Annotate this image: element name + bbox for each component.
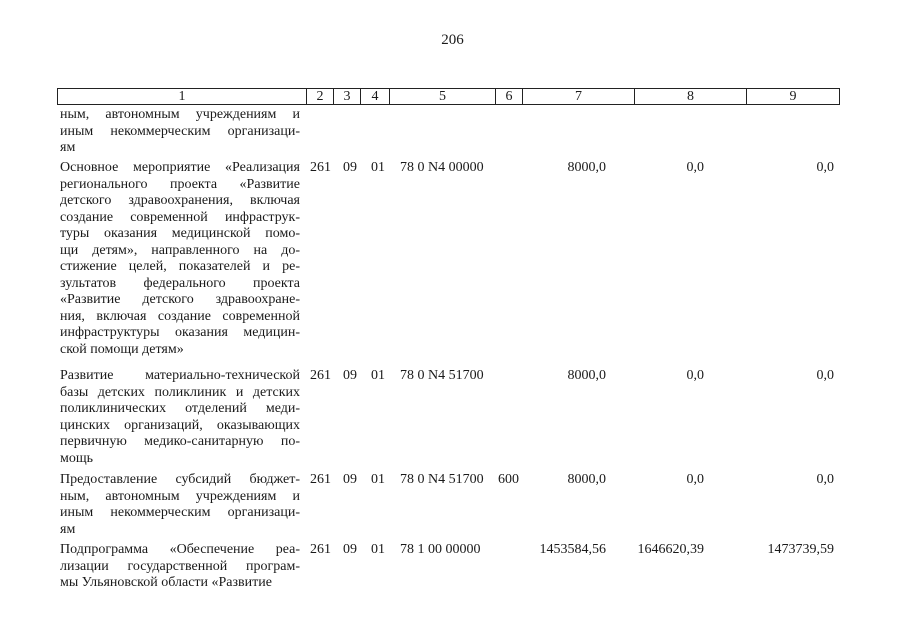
header-col-7: 7 (523, 89, 635, 104)
amount-col7-cell: 1453584,56 (539, 542, 606, 557)
description-line: зультатов федерального проекта (60, 275, 300, 291)
amount-col8-cell: 0,0 (686, 160, 704, 175)
description-line: Развитие материально-технической (60, 368, 300, 383)
description-line: иным некоммерческим организаци- (60, 505, 300, 520)
row-description (60, 107, 300, 157)
row-description (60, 160, 300, 358)
description-line: ным, автономным учреждениям и (60, 488, 300, 504)
header-col-1: 1 (58, 89, 307, 104)
table-header (57, 88, 840, 105)
row-description (60, 472, 300, 538)
description-line: Основное мероприятие «Реализация (60, 160, 300, 175)
description-line: Подпрограмма «Обеспечение реа- (60, 542, 300, 557)
description-line: щи детям», направленного на до- (60, 242, 300, 258)
target-article-cell: 78 0 N4 51700 (400, 472, 484, 487)
description-line: туры оказания медицинской помо- (60, 226, 300, 241)
header-col-2: 2 (307, 89, 334, 104)
description-line: создание современной инфраструк- (60, 209, 300, 225)
grbs-cell: 261 (310, 472, 331, 487)
page-number: 206 (441, 32, 464, 48)
description-line: детского здравоохранения, включая (60, 193, 300, 208)
description-line: поликлинических отделений меди- (60, 401, 300, 416)
amount-col7-cell: 8000,0 (567, 160, 606, 175)
amount-col7-cell: 8000,0 (567, 472, 606, 487)
amount-col8-cell: 1646620,39 (637, 542, 704, 557)
description-line: ям (60, 140, 76, 155)
header-col-5: 5 (390, 89, 496, 104)
subsection-cell: 01 (371, 472, 385, 487)
target-article-cell: 78 0 N4 51700 (400, 368, 484, 383)
description-line: мы Ульяновской области «Развитие (60, 575, 272, 590)
grbs-cell: 261 (310, 368, 331, 383)
header-col-3: 3 (334, 89, 361, 104)
grbs-cell: 261 (310, 542, 331, 557)
amount-col8-cell: 0,0 (686, 368, 704, 383)
expense-type-cell: 600 (498, 472, 519, 487)
amount-col9-cell: 0,0 (816, 368, 834, 383)
row-description (60, 368, 300, 467)
description-line: Предоставление субсидий бюджет- (60, 472, 300, 487)
description-line: регионального проекта «Развитие (60, 176, 300, 192)
description-line: ской помощи детям» (60, 341, 184, 357)
section-cell: 09 (343, 472, 357, 487)
section-cell: 09 (343, 542, 357, 557)
description-line: ния, включая создание современной (60, 308, 300, 324)
description-line: инфраструктуры оказания медицин- (60, 325, 300, 340)
header-col-4: 4 (361, 89, 390, 104)
amount-col8-cell: 0,0 (686, 472, 704, 487)
description-line: «Развитие детского здравоохране- (60, 292, 300, 307)
description-line: базы детских поликлиник и детских (60, 384, 300, 400)
subsection-cell: 01 (371, 368, 385, 383)
section-cell: 09 (343, 368, 357, 383)
grbs-cell: 261 (310, 160, 331, 175)
section-cell: 09 (343, 160, 357, 175)
description-line: лизации государственной програм- (60, 558, 300, 574)
description-line: ям (60, 521, 76, 537)
amount-col9-cell: 0,0 (816, 160, 834, 175)
description-line: ным, автономным учреждениям и (60, 107, 300, 122)
target-article-cell: 78 1 00 00000 (400, 542, 481, 557)
amount-col9-cell: 0,0 (816, 472, 834, 487)
row-description (60, 542, 300, 592)
header-col-6: 6 (496, 89, 523, 104)
description-line: иным некоммерческим организаци- (60, 123, 300, 139)
subsection-cell: 01 (371, 542, 385, 557)
description-line: стижение целей, показателей и ре- (60, 259, 300, 274)
subsection-cell: 01 (371, 160, 385, 175)
description-line: цинских организаций, оказывающих (60, 417, 300, 433)
amount-col9-cell: 1473739,59 (767, 542, 834, 557)
amount-col7-cell: 8000,0 (567, 368, 606, 383)
description-line: мощь (60, 450, 94, 466)
header-col-9: 9 (789, 89, 797, 104)
target-article-cell: 78 0 N4 00000 (400, 160, 484, 175)
header-col-8: 8 (635, 89, 747, 104)
description-line: первичную медико-санитарную по- (60, 434, 300, 449)
